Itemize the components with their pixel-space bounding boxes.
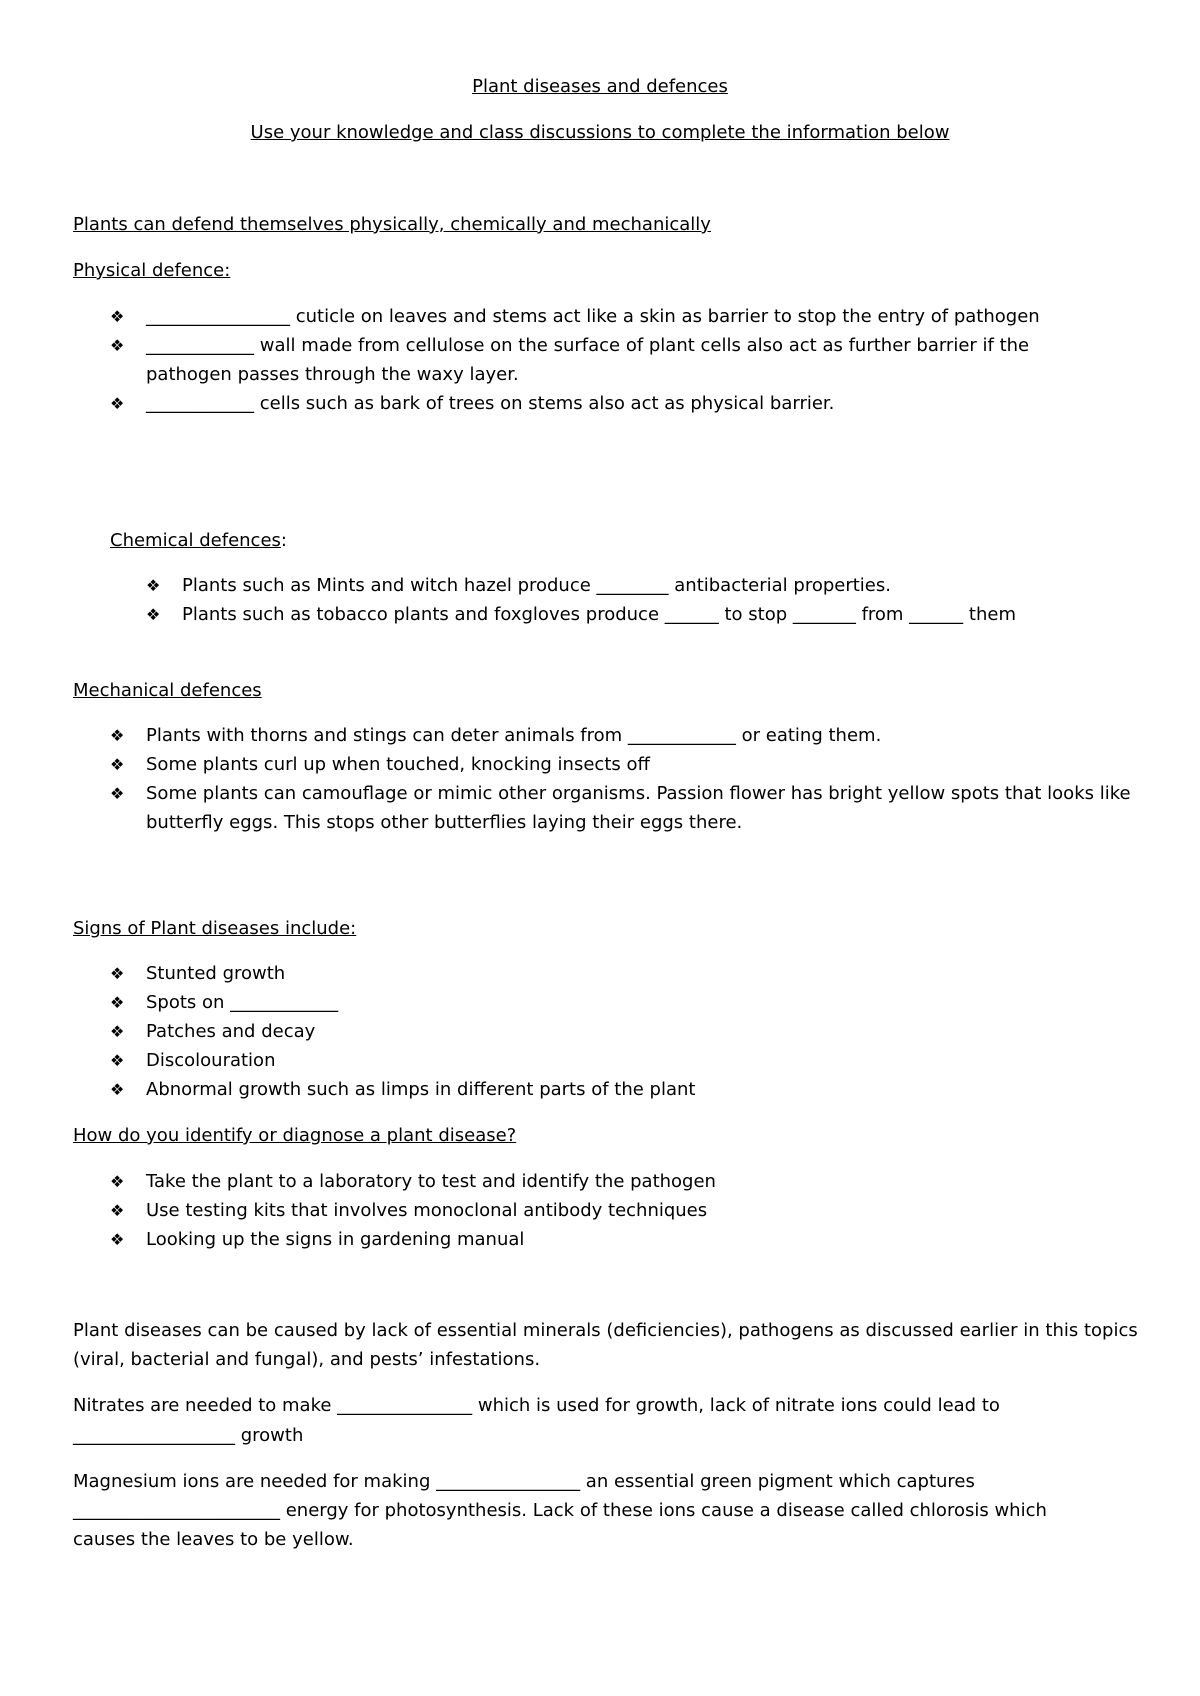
bullet-icon: ❖ xyxy=(110,1080,125,1099)
nitrates-line: __________________ growth xyxy=(73,1425,304,1446)
bullet-icon: ❖ xyxy=(146,576,161,595)
signs-item: Discolouration xyxy=(146,1050,276,1071)
bullet-icon: ❖ xyxy=(110,394,125,413)
bullet-icon: ❖ xyxy=(110,755,125,774)
identify-item: Use testing kits that involves monoclonal antibody techniques xyxy=(146,1200,708,1221)
signs-item: Abnormal growth such as limps in different parts of the plant xyxy=(146,1079,696,1100)
chemical-item: Plants such as tobacco plants and foxgloves produce ______ to stop _______ from ______ them xyxy=(182,604,1016,625)
magnesium-line: causes the leaves to be yellow. xyxy=(73,1529,354,1550)
causes-line: Plant diseases can be caused by lack of essential minerals (deficiencies), pathogens as discussed earlier in this topics xyxy=(73,1320,1138,1341)
mechanical-item-continuation: butterfly eggs. This stops other butterflies laying their eggs there. xyxy=(146,812,743,833)
bullet-icon: ❖ xyxy=(110,964,125,983)
bullet-icon: ❖ xyxy=(110,307,125,326)
bullet-icon: ❖ xyxy=(110,726,125,745)
bullet-icon: ❖ xyxy=(110,336,125,355)
magnesium-line: Magnesium ions are needed for making ________________ an essential green pigment which captures xyxy=(73,1471,975,1492)
physical-item: ____________ wall made from cellulose on the surface of plant cells also act as further barrier if the xyxy=(146,335,1030,356)
signs-heading: Signs of Plant diseases include: xyxy=(73,918,357,939)
chemical-item: Plants such as Mints and witch hazel produce ________ antibacterial properties. xyxy=(182,575,891,596)
bullet-icon: ❖ xyxy=(110,1051,125,1070)
chemical-heading xyxy=(110,530,287,552)
bullet-icon: ❖ xyxy=(110,1022,125,1041)
signs-item: Spots on ____________ xyxy=(146,992,339,1013)
mechanical-heading: Mechanical defences xyxy=(73,680,262,701)
physical-item: ________________ cuticle on leaves and stems act like a skin as barrier to stop the entry of pathogen xyxy=(146,306,1040,327)
physical-item: ____________ cells such as bark of trees on stems also act as physical barrier. xyxy=(146,393,835,414)
instruction-line: Use your knowledge and class discussions to complete the information below xyxy=(250,122,950,143)
identify-item: Take the plant to a laboratory to test and identify the pathogen xyxy=(146,1171,716,1192)
mechanical-item: Some plants can camouflage or mimic other organisms. Passion flower has bright yellow spots that looks like xyxy=(146,783,1131,804)
page-title: Plant diseases and defences xyxy=(472,76,728,97)
intro-heading: Plants can defend themselves physically, chemically and mechanically xyxy=(73,214,711,235)
chemical-heading-text: Chemical defences xyxy=(110,530,281,551)
nitrates-line: Nitrates are needed to make _______________ which is used for growth, lack of nitrate ions could lead to xyxy=(73,1395,1000,1416)
mechanical-item: Some plants curl up when touched, knocking insects off xyxy=(146,754,650,775)
physical-item-continuation: pathogen passes through the waxy layer. xyxy=(146,364,519,385)
bullet-icon: ❖ xyxy=(110,993,125,1012)
identify-heading: How do you identify or diagnose a plant disease? xyxy=(73,1125,517,1146)
identify-item: Looking up the signs in gardening manual xyxy=(146,1229,525,1250)
chemical-heading-colon: : xyxy=(280,530,287,551)
bullet-icon: ❖ xyxy=(146,605,161,624)
signs-item: Patches and decay xyxy=(146,1021,316,1042)
bullet-icon: ❖ xyxy=(110,784,125,803)
physical-heading: Physical defence: xyxy=(73,260,231,281)
bullet-icon: ❖ xyxy=(110,1230,125,1249)
causes-line: (viral, bacterial and fungal), and pests’ infestations. xyxy=(73,1349,541,1370)
magnesium-line: _______________________ energy for photosynthesis. Lack of these ions cause a disease called chlorosis which xyxy=(73,1500,1047,1521)
signs-item: Stunted growth xyxy=(146,963,286,984)
bullet-icon: ❖ xyxy=(110,1201,125,1220)
bullet-icon: ❖ xyxy=(110,1172,125,1191)
mechanical-item: Plants with thorns and stings can deter animals from ____________ or eating them. xyxy=(146,725,882,746)
